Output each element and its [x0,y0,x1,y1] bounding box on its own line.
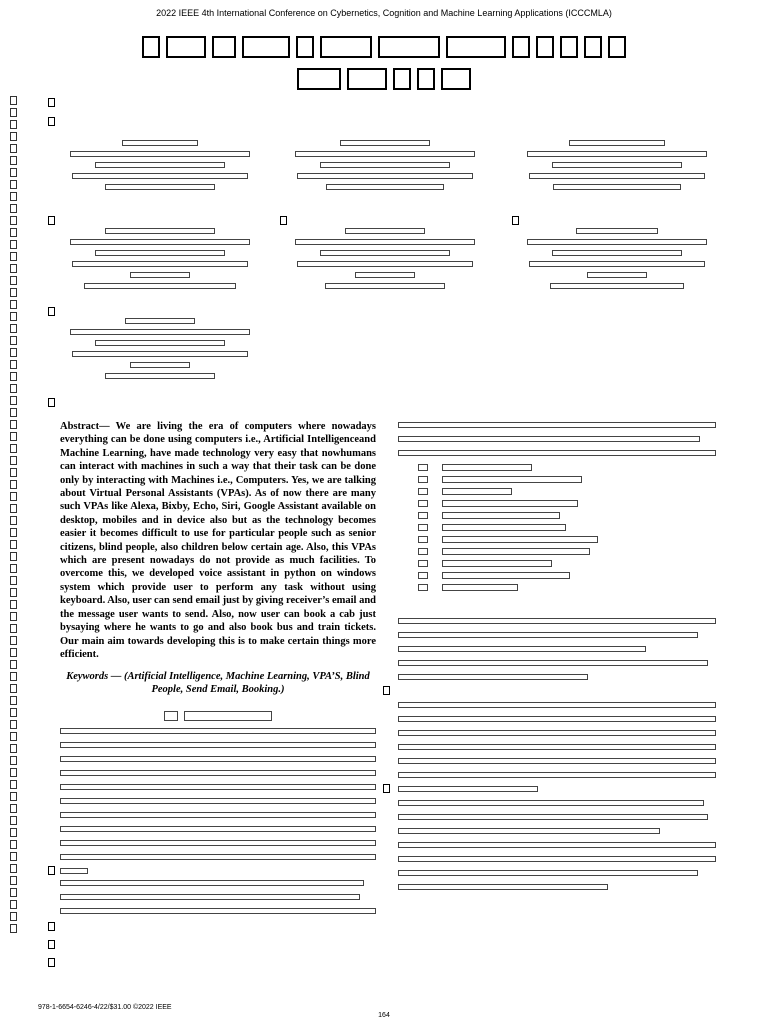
abstract: Abstract— We are living the era of computers where nowadays everything can be done using computers i.e., Artificial Intelligenceand Machine Learning, have made technology very easy that nowhumans can interact with machines in such a way that their task can be done only by interacting with Machines i.e., Computers. Yes, we are talking about Virtual Personal Assistants (VPAs). As of now there are many such VPAs like Alexa, Bixby, Echo, Siri, Google Assistant available on desktop, mobiles and in device also but as the technology becomes easier it becomes difficult to use for particular people such as senior citizens, blind people, also children below certain age. Also, this VPAs which are present nowadays do not provide as much facilities. To overcome this, we developed voice assistant in python on windows system which provide user to perform any task without using keyboard. Also, user can send email just by giving receiver’s email and the message user wants to send. Also, now user can book a cab just bysaying where he wants to go and also book bus and train tickets. Our main aim towards developing this is to make certain things more efficient. [60,421,376,660]
glyph-box [48,98,55,107]
glyph-box [383,686,390,695]
isbn-line: 978-1-6654-6246-4/22/$31.00 ©2022 IEEE [38,1004,172,1011]
glyph-box [48,117,55,126]
glyph-box [48,866,55,875]
glyph-box [48,216,55,225]
glyph-box [280,216,287,225]
author-block [290,140,480,195]
list-item [418,546,718,558]
author-block [522,140,712,195]
list-item [418,522,718,534]
feature-list [418,462,718,594]
list-item [418,558,718,570]
glyph-box [48,940,55,949]
right-paragraph-1 [398,422,716,464]
list-item [418,534,718,546]
right-paragraph-2 [398,618,716,688]
right-paragraph-4 [398,800,716,898]
conference-header: 2022 IEEE 4th International Conference on Cybernetics, Cognition and Machine Learning Applications (ICCCMLA) [156,8,612,18]
paper-title-glyphs [60,36,708,100]
right-paragraph-3 [398,702,716,800]
author-block [522,228,712,294]
list-item [418,462,718,474]
author-block [65,318,255,384]
author-block [290,228,480,294]
intro-paragraph [60,728,376,882]
glyph-box [512,216,519,225]
page-number: 164 [378,1012,390,1019]
list-item [418,486,718,498]
glyph-box [48,398,55,407]
list-item [418,510,718,522]
list-item [418,474,718,486]
author-block [65,140,255,195]
list-item [418,570,718,582]
intro-paragraph-2 [60,880,376,922]
glyph-box [48,958,55,967]
left-margin-strip [10,96,26,956]
glyph-box [48,307,55,316]
section-heading [60,708,376,726]
keywords: Keywords — (Artificial Intelligence, Machine Learning, VPA’S, Blind People, Send Email, Booking.) [66,671,370,696]
glyph-box [383,784,390,793]
author-block [65,228,255,294]
glyph-box [48,922,55,931]
list-item [418,498,718,510]
list-item [418,582,718,594]
